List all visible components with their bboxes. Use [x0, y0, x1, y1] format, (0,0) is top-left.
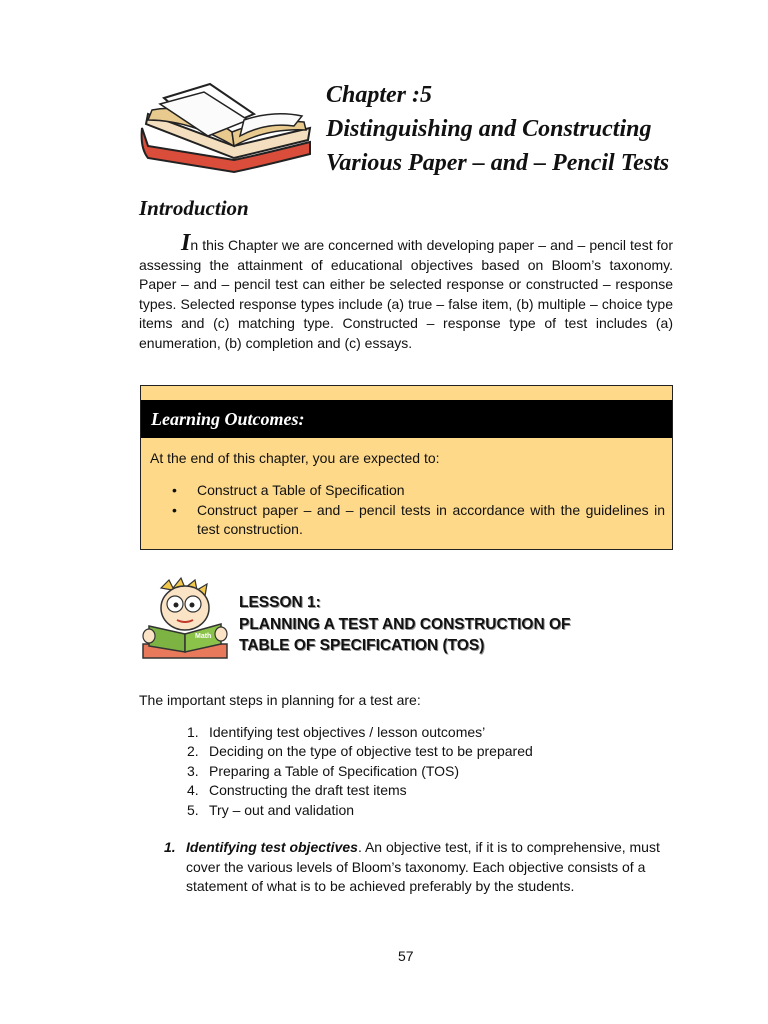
list-item: 5. Try – out and validation	[187, 801, 355, 818]
introduction-heading: Introduction	[139, 196, 249, 220]
learning-outcomes-box	[140, 385, 673, 550]
list-item: 1. Identifying test objectives / lesson outcomes’	[187, 724, 486, 740]
chapter-number: Chapter :5	[326, 82, 433, 108]
subsection-lead: Identifying test objectives	[186, 839, 358, 855]
svg-text:Math: Math	[195, 633, 212, 640]
subsection-number: 1.	[164, 839, 176, 855]
steps-intro: The important steps in planning for a test are:	[139, 692, 421, 708]
bullet-icon: •	[172, 482, 177, 498]
learning-outcomes-list	[150, 481, 665, 540]
list-item: • Construct a Table of Specification	[150, 481, 665, 501]
lesson-heading	[239, 592, 571, 657]
chapter-title-line-2: Various Paper – and – Pencil Tests	[326, 150, 670, 176]
subsection-paragraph	[164, 838, 674, 897]
dropcap-letter: I	[181, 230, 191, 256]
list-item: 4. Constructing the draft test items	[187, 782, 407, 799]
steps-list	[187, 723, 533, 820]
chapter-title-line-1: Distinguishing and Constructing	[326, 116, 652, 142]
chapter-title	[326, 78, 669, 180]
list-item: 3. Preparing a Table of Specification (TOS)	[187, 762, 460, 779]
lesson-title-line-2: TABLE OF SPECIFICATION (TOS)	[239, 637, 485, 654]
bullet-icon: •	[172, 501, 177, 518]
subsection-text: . An objective test, if it is to comprehensive, must cover the various levels of Bloom’s taxonomy. Each objective consists of a statement of what is to be achieved preferably by the students.	[186, 839, 660, 894]
open-book-illustration	[134, 76, 314, 176]
learning-outcomes-intro: At the end of this chapter, you are expected to:	[150, 450, 440, 466]
list-item: 2. Deciding on the type of objective test to be prepared	[187, 743, 533, 760]
lesson-number: LESSON 1:	[239, 594, 321, 611]
introduction-paragraph	[139, 230, 673, 353]
lesson-title-line-1: PLANNING A TEST AND CONSTRUCTION OF	[239, 615, 571, 633]
page-number: 57	[398, 948, 414, 964]
kid-reading-math-book-illustration	[139, 574, 231, 664]
learning-outcomes-heading: Learning Outcomes:	[141, 400, 672, 438]
list-item: • Construct paper – and – pencil tests in accordance with the guidelines in test construction.	[172, 501, 665, 537]
introduction-text: n this Chapter we are concerned with developing paper – and – pencil test for assessing the attainment of educational objectives based on Bloom’s taxonomy. Paper – and – pencil test can either be selected response or constructed – response types. Selected response types include (a) true – false item, (b) multiple – choice type items and (c) matching type. Constructed – response type of test includes (a) enumeration, (b) completion and (c) essays.	[139, 237, 673, 351]
